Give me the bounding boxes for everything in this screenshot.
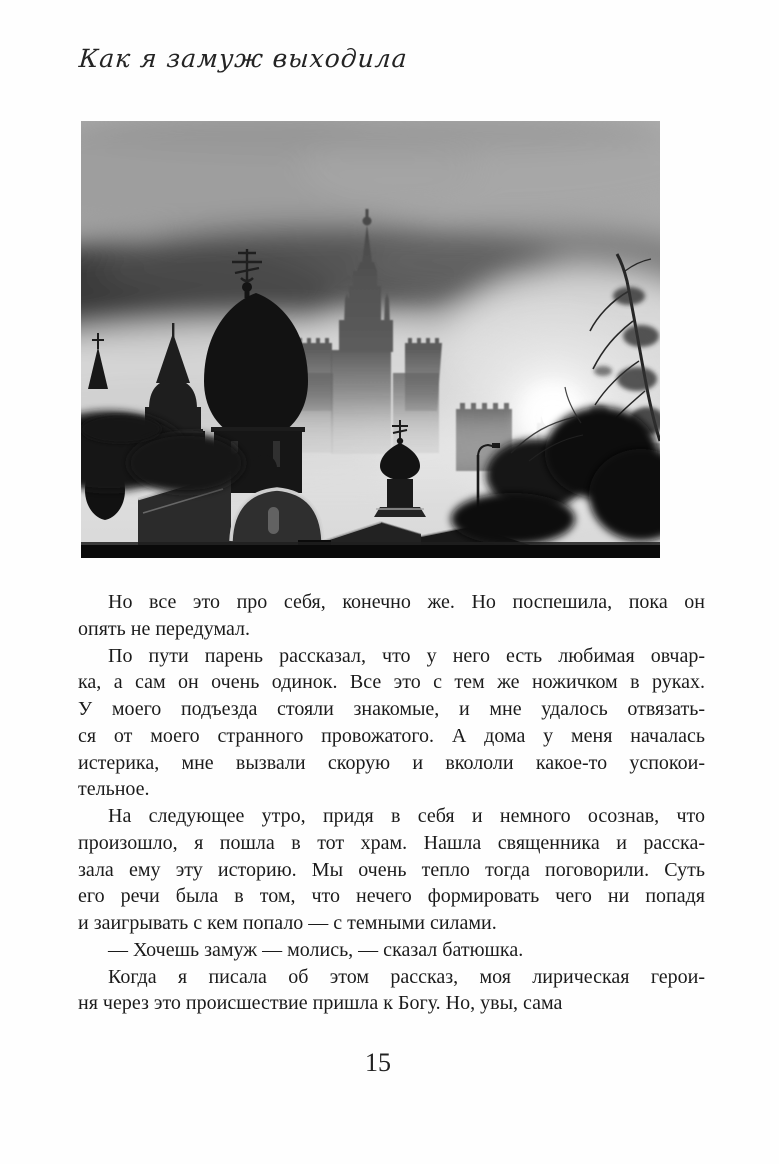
moscow-sunset-photo xyxy=(81,121,660,558)
photo-illustration xyxy=(81,121,660,558)
text-line: Когда я писала об этом рассказ, моя лирическая герои- xyxy=(108,965,705,988)
text-line: тельное. xyxy=(78,778,150,801)
text-line: По пути парень рассказал, что у него есть любимая овчар- xyxy=(108,644,705,667)
text-line: зала ему эту историю. Мы очень тепло тогда поговорили. Суть xyxy=(78,858,705,881)
text-line: ка, а сам он очень одинок. Все это с тем же ножичком в руках. xyxy=(78,671,705,694)
running-header: Как я замуж выходила xyxy=(78,44,409,73)
text-line: его речи была в том, что нечего формировать чего ни попадя xyxy=(78,885,705,908)
text-line: На следующее утро, придя в себя и немного осознав, что xyxy=(108,805,705,827)
body-text xyxy=(78,589,705,1017)
text-line: ся от моего странного провожатого. А дома у меня началась xyxy=(78,724,705,747)
text-line: — Хочешь замуж — молись, — сказал батюшка. xyxy=(108,938,524,961)
text-line: опять не передумал. xyxy=(78,617,251,640)
text-line: ня через это происшествие пришла к Богу. Но, увы, сама xyxy=(78,992,563,1015)
text-line: У моего подъезда стояли знакомые, и мне удалось отвязать- xyxy=(78,698,705,720)
bottom-band xyxy=(81,542,660,558)
page-number: 15 xyxy=(365,1048,391,1077)
text-line: и заигрывать с кем попало — с темными силами. xyxy=(78,912,497,934)
text-line: истерика, мне вызвали скорую и вкололи какое-то успокои- xyxy=(78,751,705,774)
text-line: Но все это про себя, конечно же. Но поспешила, пока он xyxy=(108,591,705,613)
text-line: произошло, я пошла в тот храм. Нашла священника и расска- xyxy=(78,831,705,854)
